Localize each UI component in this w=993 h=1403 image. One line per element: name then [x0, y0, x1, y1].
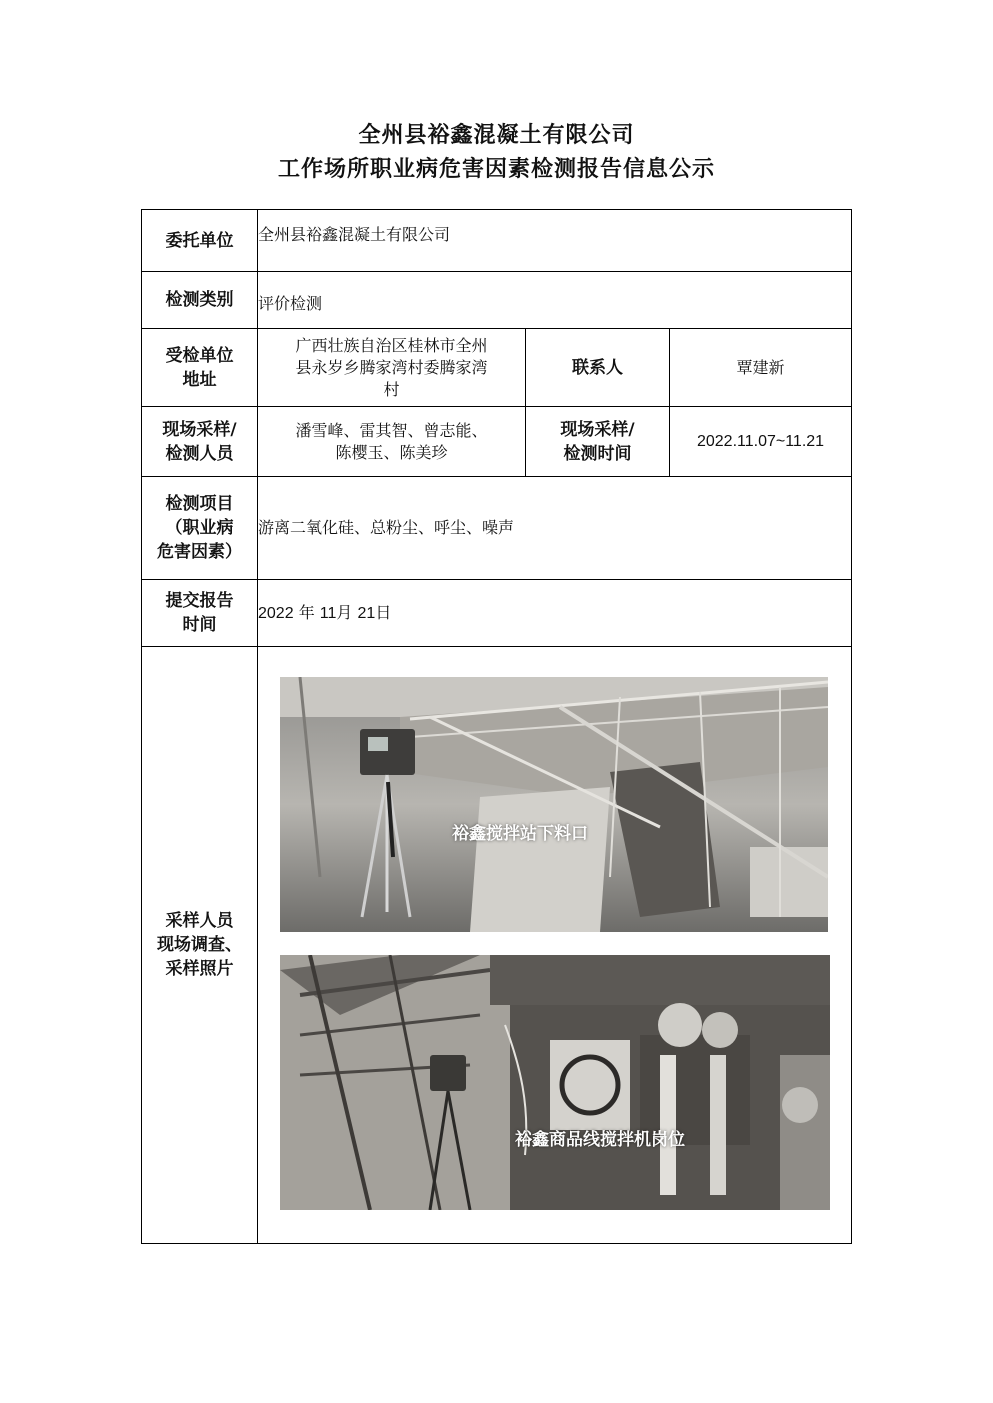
label-staff [142, 407, 258, 477]
value-contact: 覃建新 [670, 329, 852, 407]
submit-day-unit: 日 [375, 602, 392, 622]
label-address-line2: 地址 [182, 369, 217, 390]
value-address-line3: 村 [383, 379, 400, 399]
value-address-line2: 县永岁乡腾家湾村委腾家湾 [295, 357, 488, 377]
label-time-line1: 现场采样/ [560, 419, 635, 440]
row-photos [142, 647, 852, 1244]
value-sampling-time: 2022.11.07~11.21 [670, 407, 852, 477]
label-photos-line1: 采样人员 [165, 911, 234, 931]
value-staff [258, 407, 526, 477]
value-client: 全州县裕鑫混凝土有限公司 [258, 210, 852, 272]
photo-feed-port-caption: 裕鑫搅拌站下料口 [452, 824, 588, 844]
label-time-line2: 检测时间 [563, 443, 632, 464]
row-client [142, 210, 852, 272]
row-staff [142, 407, 852, 477]
label-address-line1: 受检单位 [165, 345, 234, 366]
submit-year-unit: 年 [298, 602, 315, 622]
label-submit [142, 580, 258, 647]
value-address [258, 329, 526, 407]
value-staff-line1: 潘雪峰、雷其智、曾志能、 [295, 420, 488, 440]
photo-mixer-post-caption: 裕鑫商品线搅拌机岗位 [515, 1130, 685, 1150]
label-staff-line2: 检测人员 [165, 443, 234, 464]
label-items-line3: 危害因素） [157, 542, 242, 562]
submit-day: 21 [357, 604, 376, 622]
label-submit-line1: 提交报告 [165, 591, 234, 611]
value-category: 评价检测 [258, 272, 852, 329]
value-address-line1: 广西壮族自治区桂林市全州 [295, 335, 488, 355]
label-client: 委托单位 [142, 210, 258, 272]
photo-feed-port [280, 677, 828, 932]
value-submit [258, 580, 852, 647]
value-items: 游离二氧化硅、总粉尘、呼尘、噪声 [258, 477, 852, 580]
row-category [142, 272, 852, 329]
label-photos-line2: 现场调查、 [157, 935, 242, 955]
report-info-table [141, 209, 852, 1244]
label-address [142, 329, 258, 407]
label-contact: 联系人 [526, 329, 670, 407]
label-submit-line2: 时间 [182, 615, 217, 635]
label-items [142, 477, 258, 580]
row-items [142, 477, 852, 580]
photo-feed-port-image [280, 677, 828, 932]
label-items-line1: 检测项目 [165, 494, 234, 514]
photos-cell [258, 647, 852, 1244]
label-items-line2: （职业病 [165, 518, 234, 538]
submit-month: 11 [319, 604, 337, 622]
label-category: 检测类别 [142, 272, 258, 329]
title-report: 工作场所职业病危害因素检测报告信息公示 [277, 156, 715, 182]
submit-year: 2022 [258, 604, 294, 622]
title-company: 全州县裕鑫混凝土有限公司 [358, 122, 635, 148]
photo-mixer-post-image [280, 955, 830, 1210]
label-photos-line3: 采样照片 [165, 959, 234, 979]
value-staff-line2: 陈樱玉、陈美珍 [335, 442, 448, 462]
document-title [0, 118, 993, 186]
row-submit [142, 580, 852, 647]
label-sampling-time [526, 407, 670, 477]
submit-month-unit: 月 [336, 602, 353, 622]
photo-mixer-post [280, 955, 830, 1210]
row-address [142, 329, 852, 407]
label-photos [142, 647, 258, 1244]
label-staff-line1: 现场采样/ [162, 419, 237, 440]
